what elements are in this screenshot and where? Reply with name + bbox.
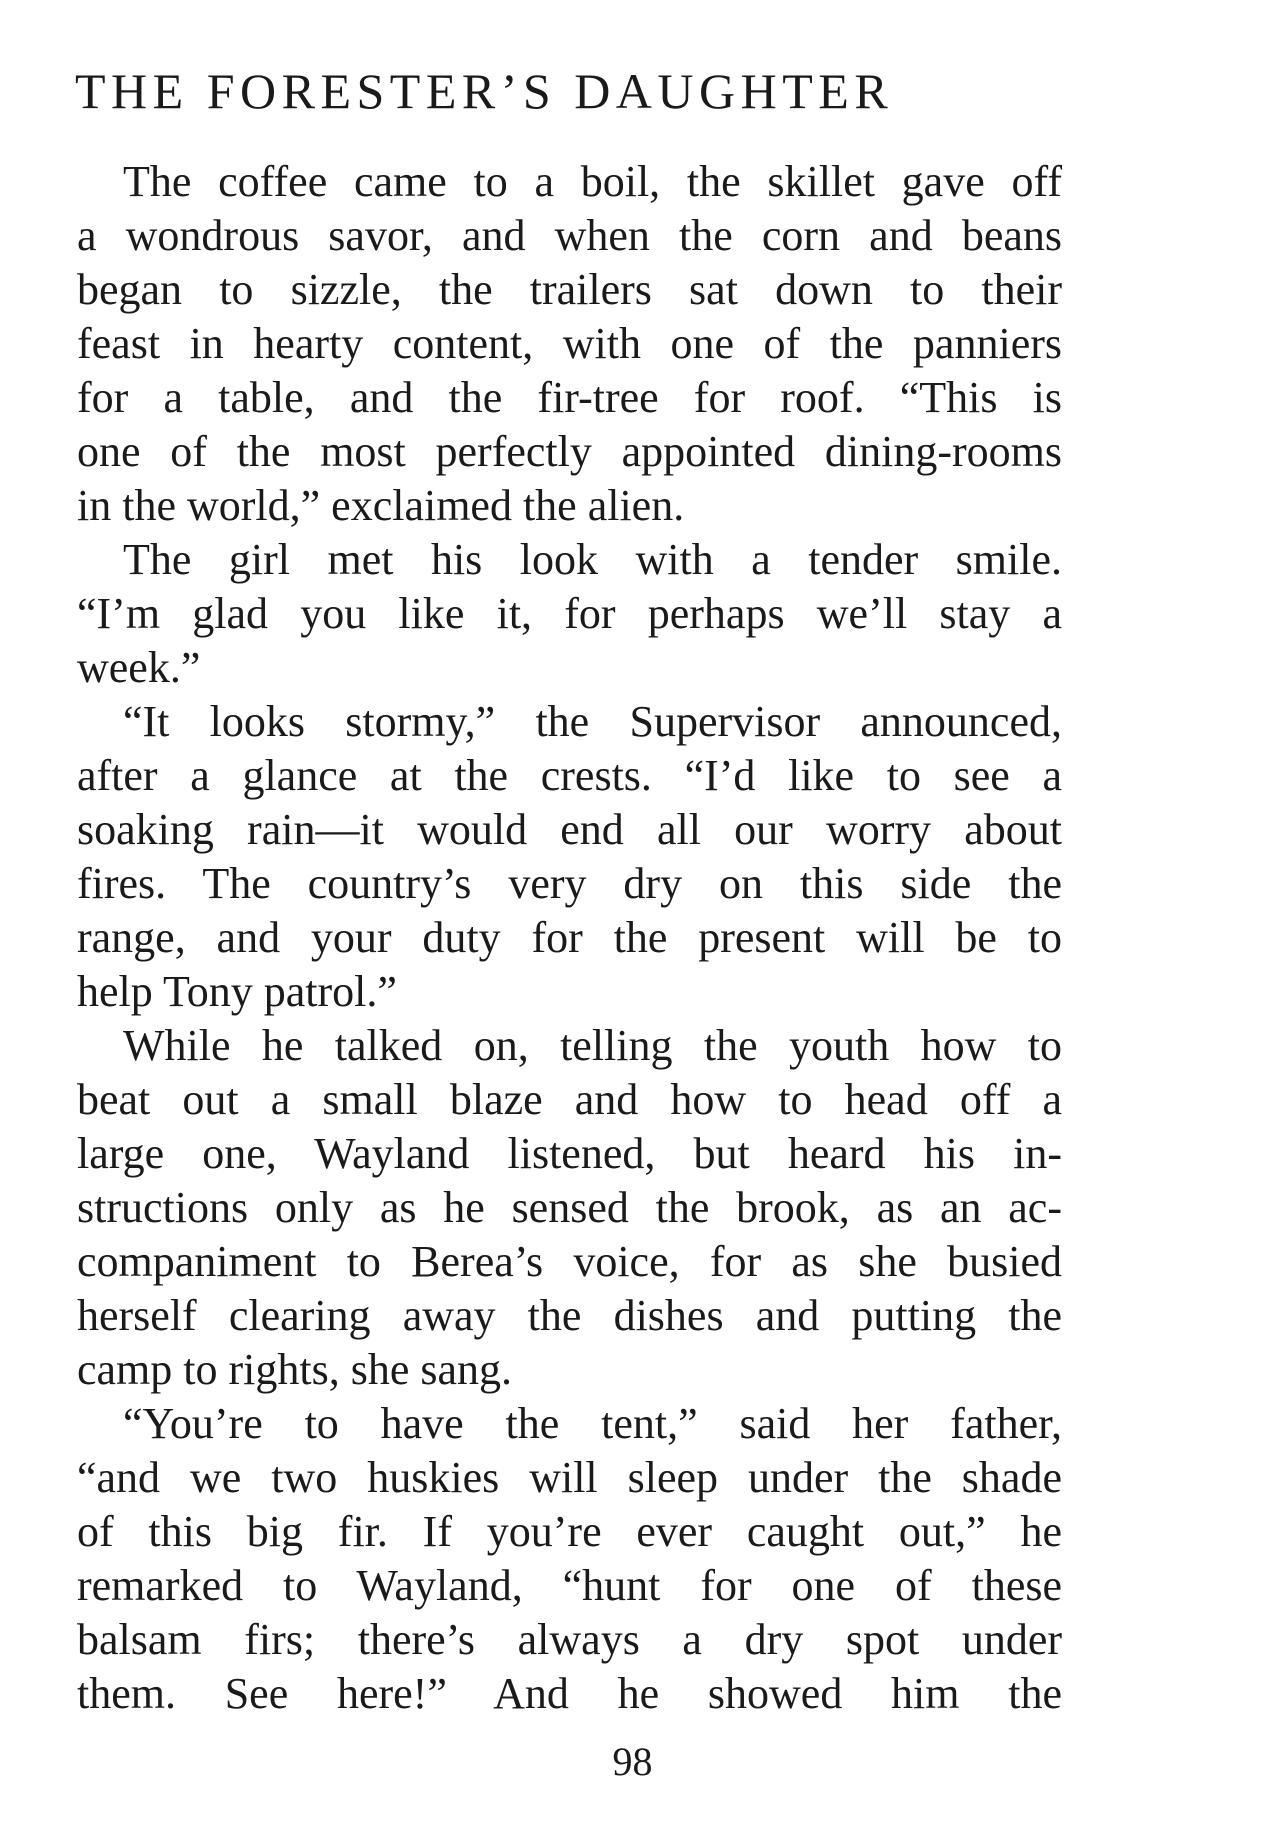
text-line: help Tony patrol.” bbox=[77, 967, 397, 1016]
text-line: feast in hearty content, with one of the panniers bbox=[77, 319, 1062, 368]
text-line: in the world,” exclaimed the alien. bbox=[77, 481, 685, 530]
running-head: THE FORESTER’S DAUGHTER bbox=[75, 63, 894, 119]
text-line: them. See here!” And he showed him the bbox=[77, 1669, 1062, 1718]
text-line: While he talked on, telling the youth how to bbox=[123, 1021, 1062, 1070]
text-line: structions only as he sensed the brook, as an ac- bbox=[77, 1183, 1062, 1232]
text-line: camp to rights, she sang. bbox=[77, 1345, 513, 1394]
text-line: “and we two huskies will sleep under the shade bbox=[77, 1453, 1062, 1502]
text-line: “It looks stormy,” the Supervisor announced, bbox=[123, 697, 1062, 746]
text-line: a wondrous savor, and when the corn and beans bbox=[77, 211, 1062, 260]
text-line: range, and your duty for the present will be to bbox=[77, 913, 1062, 962]
text-line: companiment to Berea’s voice, for as she busied bbox=[77, 1237, 1062, 1286]
text-line: began to sizzle, the trailers sat down to their bbox=[77, 265, 1062, 314]
page-number: 98 bbox=[612, 1739, 653, 1784]
text-line: fires. The country’s very dry on this side the bbox=[77, 859, 1062, 908]
text-line: large one, Wayland listened, but heard his in- bbox=[77, 1129, 1062, 1178]
body-text bbox=[77, 155, 1062, 1721]
text-line: herself clearing away the dishes and putting the bbox=[77, 1291, 1062, 1340]
text-line: “You’re to have the tent,” said her father, bbox=[123, 1399, 1062, 1448]
text-line: balsam firs; there’s always a dry spot under bbox=[77, 1615, 1062, 1664]
text-line: The girl met his look with a tender smile. bbox=[123, 535, 1062, 584]
text-line: for a table, and the fir-tree for roof. “This is bbox=[77, 373, 1062, 422]
text-line: week.” bbox=[77, 643, 201, 692]
text-line: one of the most perfectly appointed dining-rooms bbox=[77, 427, 1062, 476]
text-line: beat out a small blaze and how to head off a bbox=[77, 1075, 1062, 1124]
text-line: soaking rain—it would end all our worry about bbox=[77, 805, 1062, 854]
text-line: The coffee came to a boil, the skillet gave off bbox=[123, 157, 1062, 206]
text-line: “I’m glad you like it, for perhaps we’ll stay a bbox=[77, 589, 1062, 638]
text-line: remarked to Wayland, “hunt for one of these bbox=[77, 1561, 1062, 1610]
text-line: after a glance at the crests. “I’d like to see a bbox=[77, 751, 1062, 800]
text-line: of this big fir. If you’re ever caught out,” he bbox=[77, 1507, 1062, 1556]
